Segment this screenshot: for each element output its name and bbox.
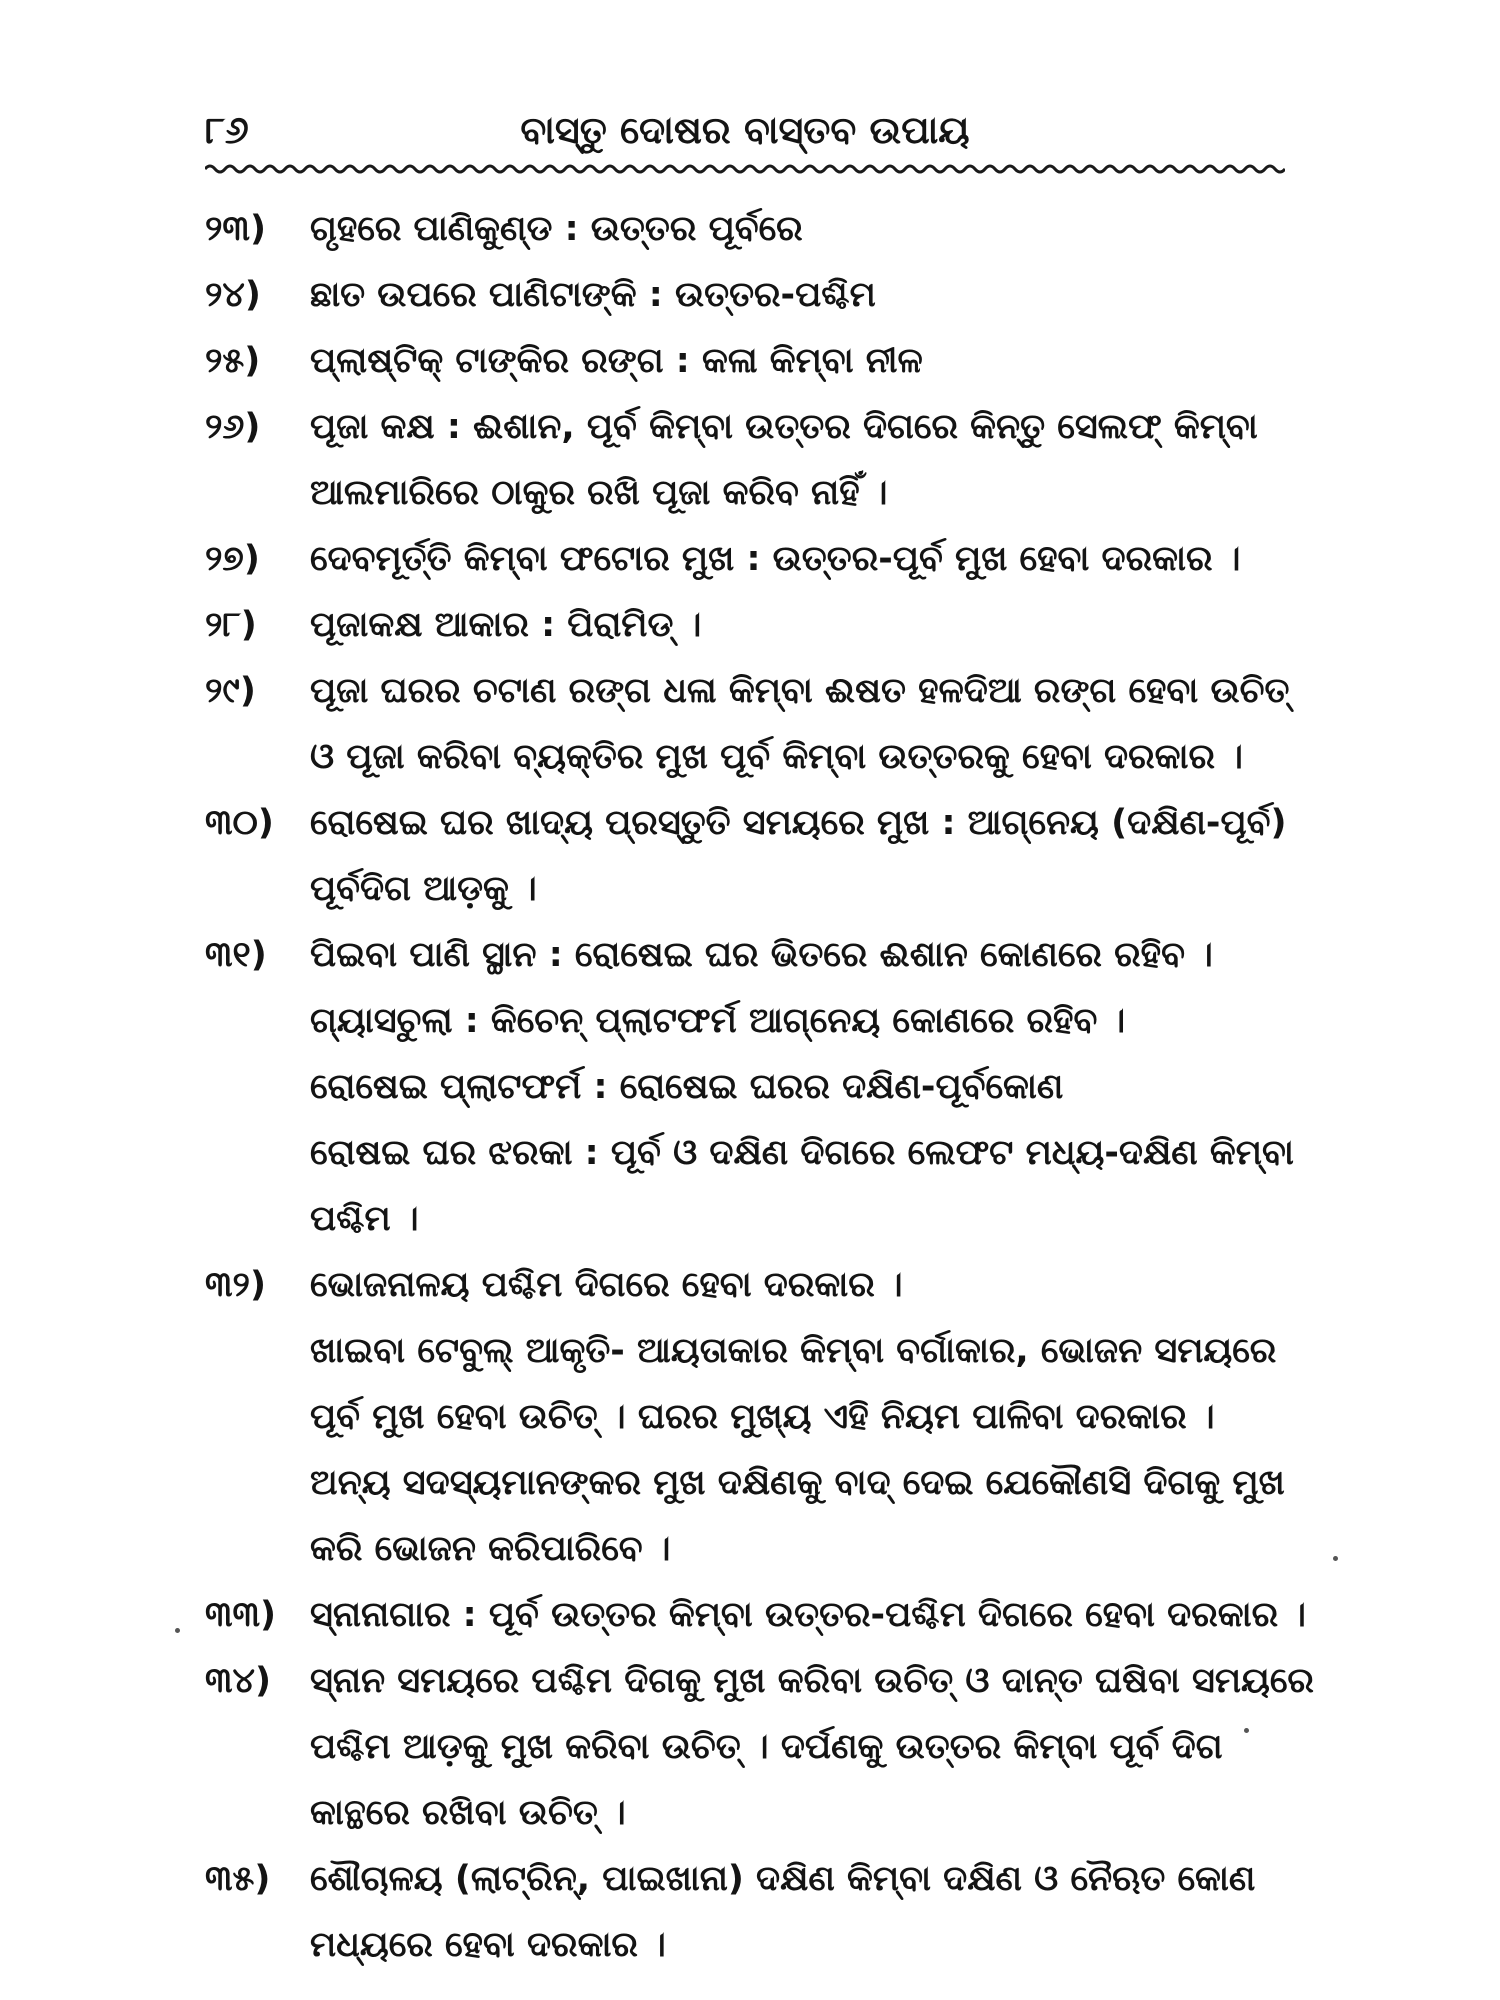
item-text-line: ସ୍ନାନ ସମୟରେ ପଶ୍ଚିମ ଦିଗକୁ ମୁଖ କରିବା ଉଚିତ୍ ଓ ଦାନ୍ତ ଘଷିବା ସମୟରେ (310, 1661, 1314, 1701)
item-text-line: ଓ ପୂଜା କରିବା ବ୍ୟକ୍ତିର ମୁଖ ପୂର୍ବ କିମ୍ବା ଉତ୍ତରକୁ ହେବା ଦରକାର । (310, 737, 1243, 777)
item-number: ୨୪) (205, 275, 261, 315)
item-text-line: ଖାଇବା ଟେବୁଲ୍ ଆକୃତି- ଆୟତାକାର କିମ୍ବା ବର୍ଗାକାର, ଭୋଜନ ସମୟରେ (310, 1331, 1277, 1371)
list-item (205, 262, 1305, 328)
item-text-line: ଆଲମାରିରେ ଠାକୁର ରଖି ପୂଜା କରିବ ନାହିଁ । (310, 473, 888, 513)
item-text-line: କାନ୍ଥରେ ରଖିବା ଉଚିତ୍ । (310, 1793, 626, 1833)
page-number: ୮୬ (205, 108, 249, 152)
item-number: ୩୪) (205, 1661, 271, 1701)
list-item (205, 1846, 1305, 1978)
item-text-line: ରୋଷେଇ ପ୍ଲାଟଫର୍ମ : ରୋଷେଇ ଘରର ଦକ୍ଷିଣ-ପୂର୍ବକୋଣ (310, 1067, 1064, 1107)
item-number: ୨୭) (205, 539, 260, 579)
item-text-line: ଛାତ ଉପରେ ପାଣିଟାଙ୍କି : ଉତ୍ତର-ପଶ୍ଚିମ (310, 275, 876, 315)
list-item (205, 1582, 1305, 1648)
item-number: ୨୯) (205, 671, 256, 711)
page-header (205, 108, 1285, 168)
item-text-line: ଶୌଚାଳୟ (ଲାଟ୍ରିନ୍, ପାଇଖାନା) ଦକ୍ଷିଣ କିମ୍ବା ଦକ୍ଷିଣ ଓ ନୈଋତ କୋଣ (310, 1859, 1256, 1899)
item-number: ୩୨) (205, 1265, 266, 1305)
header-wavy-rule (205, 162, 1285, 176)
item-number: ୩୦) (205, 803, 274, 843)
item-text-line: ପୂଜା କକ୍ଷ : ଈଶାନ, ପୂର୍ବ କିମ୍ବା ଉତ୍ତର ଦିଗରେ କିନ୍ତୁ ସେଲଫ୍ କିମ୍ବା (310, 407, 1258, 447)
item-number: ୩୫) (205, 1859, 271, 1899)
item-text-line: ଗୃହରେ ପାଣିକୁଣ୍ଡ : ଉତ୍ତର ପୂର୍ବରେ (310, 209, 803, 249)
item-text-line: ପଶ୍ଚିମ । (310, 1199, 419, 1239)
item-number: ୩୩) (205, 1595, 277, 1635)
item-text-line: ପୂଜାକକ୍ଷ ଆକାର : ପିରାମିଡ୍ । (310, 605, 702, 645)
item-number: ୨୩) (205, 209, 266, 249)
page-content (205, 196, 1314, 1978)
list-item (205, 328, 1305, 394)
list-item (205, 790, 1305, 922)
item-text-line: ପ୍ଲାଷ୍ଟିକ୍ ଟାଙ୍କିର ରଙ୍ଗ : କଳା କିମ୍ବା ନୀଳ (310, 341, 923, 381)
item-text-line: ପୂର୍ବଦିଗ ଆଡ଼କୁ । (310, 869, 537, 909)
list-item (205, 394, 1305, 526)
item-text-line: ରୋଷଇ ଘର ଝରକା : ପୂର୍ବ ଓ ଦକ୍ଷିଣ ଦିଗରେ ଲେଫଟ ମଧ୍ୟ-ଦକ୍ଷିଣ କିମ୍ବା (310, 1133, 1294, 1173)
print-speck (1244, 1728, 1249, 1733)
item-text-line: ଭୋଜନାଳୟ ପଶ୍ଚିମ ଦିଗରେ ହେବା ଦରକାର । (310, 1265, 903, 1305)
list-item (205, 196, 1305, 262)
list-item (205, 658, 1305, 790)
item-text-line: ଅନ୍ୟ ସଦସ୍ୟମାନଙ୍କର ମୁଖ ଦକ୍ଷିଣକୁ ବାଦ୍ ଦେଇ ଯେକୌଣସି ଦିଗକୁ ମୁଖ (310, 1463, 1285, 1503)
item-number: ୩୧) (205, 935, 267, 975)
item-text-line: ଦେବମୂର୍ତ୍ତି କିମ୍ବା ଫଟୋର ମୁଖ : ଉତ୍ତର-ପୂର୍ବ ମୁଖ ହେବା ଦରକାର । (310, 539, 1241, 579)
item-text-line: ପିଇବା ପାଣି ସ୍ଥାନ : ରୋଷେଇ ଘର ଭିତରେ ଈଶାନ କୋଣରେ ରହିବ । (310, 935, 1213, 975)
list-item (205, 1252, 1305, 1582)
item-number: ୨୫) (205, 341, 261, 381)
item-text-line: ସ୍ନାନାଗାର : ପୂର୍ବ ଉତ୍ତର କିମ୍ବା ଉତ୍ତର-ପଶ୍ଚିମ ଦିଗରେ ହେବା ଦରକାର । (310, 1595, 1307, 1635)
list-item (205, 922, 1305, 1252)
item-text-line: ପଶ୍ଚିମ ଆଡ଼କୁ ମୁଖ କରିବା ଉଚିତ୍ । ଦର୍ପଣକୁ ଉତ୍ତର କିମ୍ବା ପୂର୍ବ ଦିଗ (310, 1727, 1223, 1767)
list-item (205, 592, 1305, 658)
item-text-line: ପୂର୍ବ ମୁଖ ହେବା ଉଚିତ୍ । ଘରର ମୁଖ୍ୟ ଏହି ନିୟମ ପାଳିବା ଦରକାର । (310, 1397, 1215, 1437)
item-text-line: ରୋଷେଇ ଘର ଖାଦ୍ୟ ପ୍ରସ୍ତୁତି ସମୟରେ ମୁଖ : ଆଗ୍ନେୟ (ଦକ୍ଷିଣ-ପୂର୍ବ) (310, 803, 1287, 843)
item-number: ୨୮) (205, 605, 257, 645)
item-text-line: କରି ଭୋଜନ କରିପାରିବେ । (310, 1529, 671, 1569)
list-item (205, 1648, 1314, 1846)
item-text-line: ମଧ୍ୟରେ ହେବା ଦରକାର । (310, 1925, 666, 1965)
print-speck (1333, 1556, 1338, 1561)
item-number: ୨୬) (205, 407, 261, 447)
item-text-line: ଗ୍ୟାସଚୁଲା : କିଚେନ୍ ପ୍ଲାଟଫର୍ମ ଆଗ୍ନେୟ କୋଣରେ ରହିବ । (310, 1001, 1126, 1041)
running-title: ବାସ୍ତୁ ଦୋଷର ବାସ୍ତବ ଉପାୟ (520, 108, 970, 152)
list-item (205, 526, 1305, 592)
item-text-line: ପୂଜା ଘରର ଚଟାଣ ରଙ୍ଗ ଧଳା କିମ୍ବା ଈଷତ ହଳଦିଆ ରଙ୍ଗ ହେବା ଉଚିତ୍ (310, 671, 1290, 711)
print-speck (175, 1628, 180, 1633)
